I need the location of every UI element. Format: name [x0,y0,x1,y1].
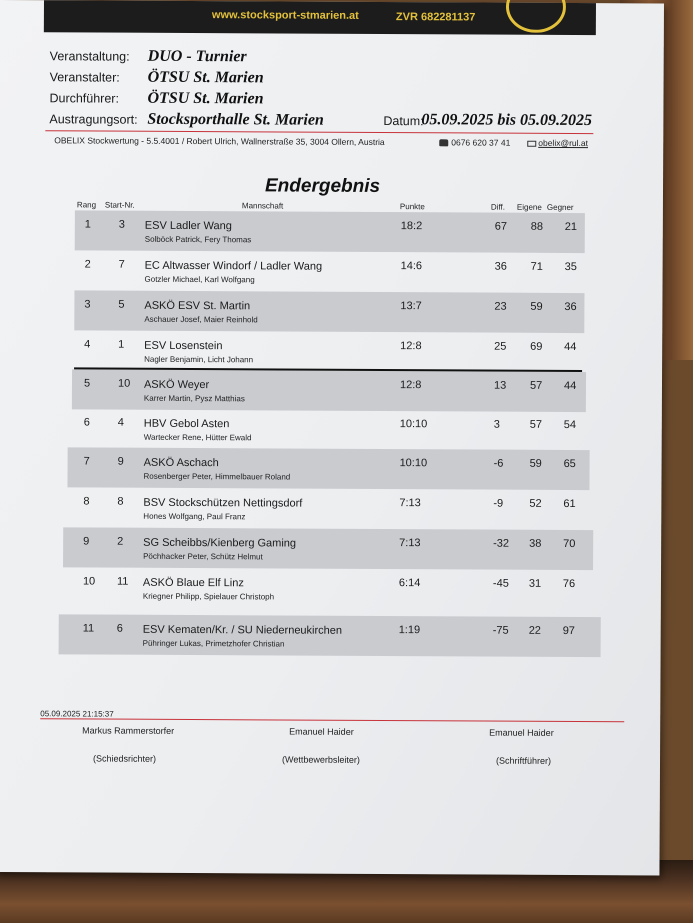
cell-start: 5 [118,298,125,311]
cell-punkte: 12:8 [400,340,422,353]
durchfuehrer-value: ÖTSU St. Marien [147,89,264,108]
cell-players: Kriegner Philipp, Spielauer Christoph [142,591,275,602]
table-row [74,290,584,333]
table-row [59,614,601,657]
cell-diff: 25 [494,340,507,353]
cell-players: Pühringer Lukas, Primetzhofer Christian [142,638,285,649]
cell-rang: 2 [84,258,91,271]
cell-players: Gotzler Michael, Karl Wolfgang [144,274,255,285]
cell-diff: -45 [492,577,509,590]
table-row [75,210,585,253]
cell-players: Nagler Benjamin, Licht Johann [144,354,254,365]
cell-rang: 5 [83,377,91,390]
results-title: Endergebnis [264,175,381,197]
veranstaltung-label: Veranstaltung: [49,49,130,64]
cell-punkte: 6:14 [398,577,421,590]
club-logo-icon [506,0,566,33]
software-phone [439,137,510,147]
cell-eigene: 59 [530,300,543,313]
header-banner [44,0,596,35]
cell-start: 11 [116,575,129,588]
cell-eigene: 38 [529,537,542,550]
cell-start: 10 [117,377,131,390]
print-timestamp: 05.09.2025 21:15:37 [40,709,114,719]
cell-diff: -9 [493,497,504,510]
header-gegner: Gegner [546,202,574,213]
cell-diff: 67 [494,220,508,233]
signature-name-schiedsrichter: Markus Rammerstorfer [82,725,175,736]
cell-team: ASKÖ Weyer [143,378,210,392]
phone-number: 0676 620 37 41 [451,137,511,148]
cell-punkte: 10:10 [399,418,428,431]
cell-team: BSV Stockschützen Nettingsdorf [143,496,303,510]
cell-start: 7 [118,258,125,271]
cell-players: Rosenberger Peter, Himmelbauer Roland [143,471,291,482]
cell-punkte: 7:13 [399,537,421,550]
datum-value: 05.09.2025 bis 05.09.2025 [421,111,593,130]
banner-zvr: ZVR 682281137 [395,11,476,24]
cell-punkte: 12:8 [399,379,422,392]
cell-team: ASKÖ Blaue Elf Linz [142,576,244,590]
cell-rang: 11 [82,622,95,635]
footer-divider [40,718,624,722]
cell-punkte: 18:2 [400,220,423,233]
cell-start: 9 [117,455,124,468]
cell-rang: 6 [83,416,90,429]
cell-team: ESV Ladler Wang [144,219,232,233]
cell-start: 3 [118,218,125,231]
banner-website: www.stocksport-stmarien.at [211,9,359,22]
cell-gegner: 35 [564,260,577,274]
table-row [74,250,584,293]
cell-team: EC Altwasser Windorf / Ladler Wang [144,259,323,273]
cell-punkte: 10:10 [399,457,428,470]
header-eigene: Eigene [516,202,542,212]
cell-gegner: 44 [563,379,577,393]
cell-diff: 13 [493,379,507,392]
austragungsort-label: Austragungsort: [49,112,138,127]
table-row [67,447,589,490]
cell-rang: 4 [84,338,91,351]
veranstalter-value: ÖTSU St. Marien [147,68,264,87]
cell-gegner: 97 [562,624,575,638]
cell-rang: 9 [83,535,90,548]
cell-gegner: 36 [564,300,577,314]
cell-rang: 8 [83,495,90,508]
durchfuehrer-label: Durchführer: [49,91,120,106]
cell-gegner: 54 [563,418,577,432]
cell-gegner: 65 [563,457,576,471]
cell-eigene: 22 [528,624,541,637]
cell-team: ASKÖ Aschach [143,456,219,470]
cell-team: ESV Kematen/Kr. / SU Niederneukirchen [142,623,343,637]
cell-eigene: 88 [530,220,544,233]
cell-start: 6 [116,622,123,635]
cell-players: Karrer Martin, Pysz Matthias [143,393,245,404]
cell-start: 1 [118,338,125,351]
cell-start: 4 [117,416,124,429]
cell-eigene: 59 [529,457,542,470]
cell-eigene: 31 [528,577,542,590]
cell-start: 8 [117,495,124,508]
cell-punkte: 7:13 [399,497,421,510]
table-row [67,487,589,530]
table-row [72,369,586,412]
cell-rang: 3 [84,298,91,311]
mail-icon [527,141,536,147]
datum-label: Datum: [383,114,424,129]
cell-diff: 36 [494,260,507,273]
header-start: Start-Nr. [104,200,135,210]
cell-eigene: 71 [530,260,543,273]
cell-eigene: 69 [530,340,543,353]
header-mannschaft: Mannschaft [241,201,284,211]
veranstaltung-value: DUO - Turnier [147,47,247,66]
cell-team: HBV Gebol Asten [143,417,230,431]
cell-eigene: 57 [529,418,543,431]
phone-icon [439,139,448,146]
cell-punkte: 14:6 [400,260,423,273]
cell-rang: 7 [83,455,90,468]
cell-eigene: 57 [529,379,543,392]
cell-gegner: 61 [563,497,576,511]
software-credit: OBELIX Stockwertung - 5.5.4001 / Robert Ulrich, Wallnerstraße 35, 3004 Ollern, Austria [54,135,385,148]
signature-name-wettbewerbsleiter: Emanuel Haider [289,726,354,737]
cell-punkte: 13:7 [400,300,422,313]
signature-name-schriftfuehrer: Emanuel Haider [489,727,554,738]
cell-diff: -75 [492,624,509,637]
cell-start: 2 [117,535,124,548]
signature-role-schriftfuehrer: (Schriftführer) [495,755,552,766]
cell-team: ESV Losenstein [144,339,223,353]
veranstalter-label: Veranstalter: [49,70,120,85]
cell-punkte: 1:19 [398,624,421,637]
cell-rang: 1 [84,218,91,231]
cell-eigene: 52 [529,497,542,510]
cell-diff: -32 [493,537,510,550]
cell-players: Pöchhacker Peter, Schütz Helmut [143,551,263,562]
cell-diff: 3 [493,418,500,431]
software-email[interactable] [527,138,588,148]
email-address: obelix@rul.at [538,137,589,149]
cell-team: ASKÖ ESV St. Martin [144,299,251,313]
cell-diff: 23 [494,300,507,313]
header-rang: Rang [76,200,97,210]
table-row [63,527,593,570]
cell-rang: 10 [82,575,96,588]
table-row [72,408,586,451]
table-row [74,330,584,373]
cell-diff: -6 [493,457,504,470]
cell-players: Aschauer Josef, Maier Reinhold [144,314,258,325]
table-row [63,567,593,610]
header-punkte: Punkte [399,202,425,212]
cell-players: Wartecker Rene, Hütter Ewald [143,432,252,443]
cell-team: SG Scheibbs/Kienberg Gaming [143,536,297,550]
cell-players: Solböck Patrick, Fery Thomas [144,234,252,245]
austragungsort-value: Stocksporthalle St. Marien [147,110,324,129]
cell-gegner: 21 [564,220,578,234]
cell-gegner: 44 [564,340,577,354]
cell-gegner: 76 [562,577,576,591]
header-divider [45,130,593,134]
header-diff: Diff. [490,202,506,212]
signature-role-wettbewerbsleiter: (Wettbewerbsleiter) [282,754,360,765]
cell-gegner: 70 [563,537,576,551]
signature-role-schiedsrichter: (Schiedsrichter) [93,753,157,764]
cell-players: Hones Wolfgang, Paul Franz [143,511,246,522]
